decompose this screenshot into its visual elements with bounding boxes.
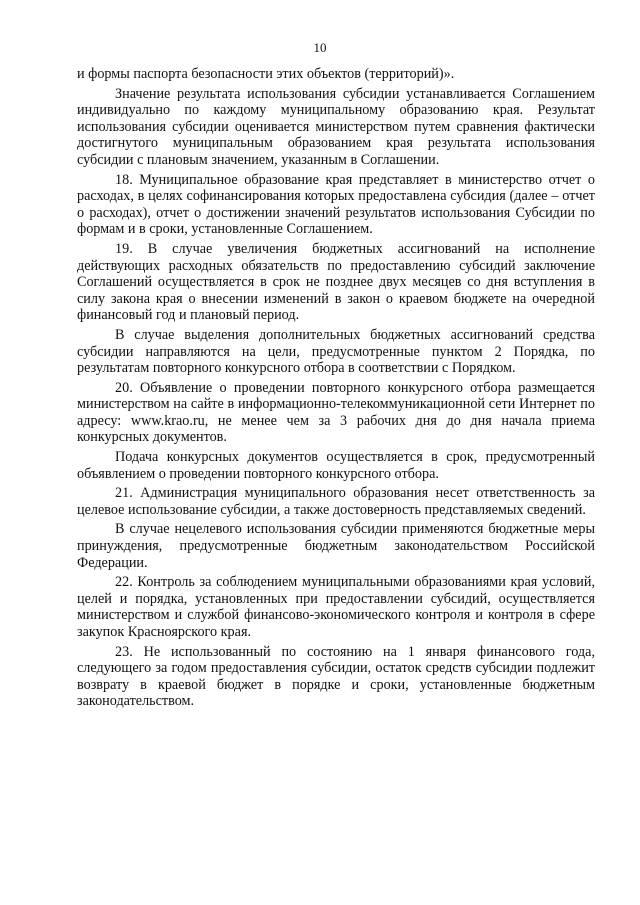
document-body — [77, 66, 595, 713]
paragraph-misuse: В случае нецелевого использования субсидии применяются бюджетные меры принуждения, предусмотренные бюджетным законодательством Российской Федерации. — [77, 521, 595, 571]
paragraph-19: 19. В случае увеличения бюджетных ассигнований на исполнение действующих расходных обязательств по предоставлению субсидий заключение Соглашений осуществляется в срок не позднее двух месяцев со дня вступления в силу закона края о внесении изменений в закон о краевом бюджете на очередной финансовый год и плановый период. — [77, 240, 595, 324]
paragraph-23: 23. Не использованный по состоянию на 1 января финансового года, следующего за годом предоставления субсидии, остаток средств субсидии подлежит возврату в краевой бюджет в порядке и сроки, установленные бюджетным законодательством. — [77, 643, 595, 710]
paragraph-18: 18. Муниципальное образование края представляет в министерство отчет о расходах, в целях софинансирования которых предоставлена субсидия (далее – отчет о расходах), отчет о достижении значений результатов использования Субсидии по формам и в сроки, установленные Соглашением. — [77, 171, 595, 238]
page-number: 10 — [313, 40, 327, 55]
paragraph-result-value: Значение результата использования субсидии устанавливается Соглашением индивидуально по каждому муниципальному образованию края. Результат использования субсидии оценивается министерством путем сравнения фактически достигнутого муниципальным образованием края результата использования субсидии с плановым значением, указанным в Соглашении. — [77, 85, 595, 168]
paragraph-21: 21. Администрация муниципального образования несет ответственность за целевое использование субсидии, а также достоверность представляемых сведений. — [77, 485, 595, 518]
paragraph-20: 20. Объявление о проведении повторного конкурсного отбора размещается министерством на сайте в информационно-телекоммуникационной сети Интернет по адресу: www.krao.ru, не менее чем за 3 рабочих дня до дня начала приема конкурсных документов. — [77, 379, 595, 446]
paragraph-submission: Подача конкурсных документов осуществляется в срок, предусмотренный объявлением о проведении повторного конкурсного отбора. — [77, 449, 595, 482]
paragraph-additional-allocations: В случае выделения дополнительных бюджетных ассигнований средства субсидии направляются на цели, предусмотренные пунктом 2 Порядка, по результатам повторного конкурсного отбора в соответствии с Порядком. — [77, 326, 595, 377]
paragraph-22: 22. Контроль за соблюдением муниципальными образованиями края условий, целей и порядка, установленных при предоставлении субсидий, осуществляется министерством и службой финансово-экономического контроля и контроля в сфере закупок Красноярского края. — [77, 574, 595, 640]
paragraph-continuation: и формы паспорта безопасности этих объектов (территорий)». — [77, 66, 455, 82]
